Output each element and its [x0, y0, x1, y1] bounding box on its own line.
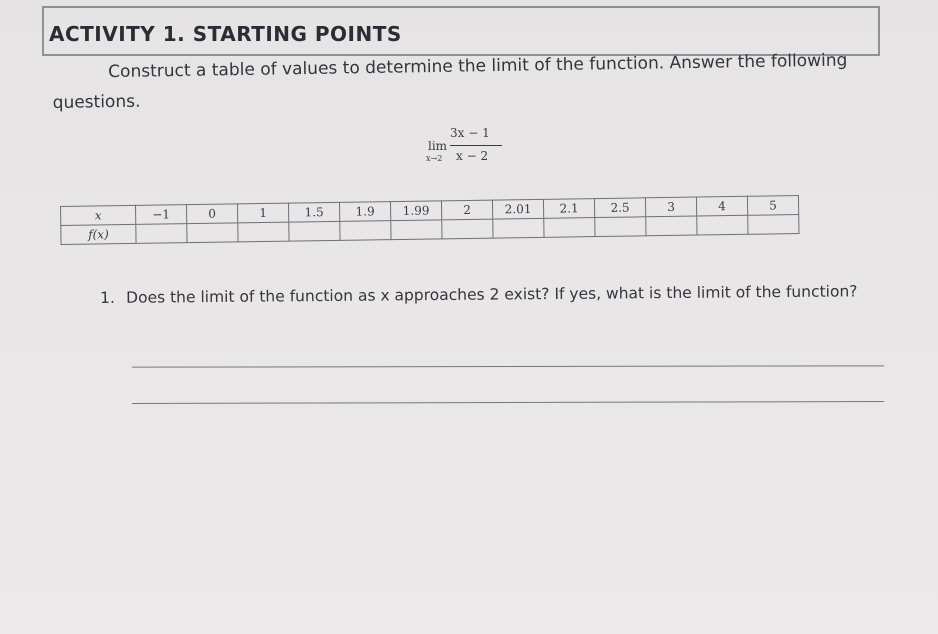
x-value-cell: 2.1 — [543, 199, 594, 219]
formula-approach: x→2 — [426, 154, 443, 163]
formula-lim: lim — [428, 139, 448, 153]
answer-line[interactable] — [132, 401, 884, 404]
question-number: 1. — [100, 288, 115, 307]
fx-value-cell[interactable] — [748, 215, 799, 235]
values-table — [60, 195, 799, 245]
question-1 — [100, 279, 860, 311]
fx-value-cell[interactable] — [595, 217, 646, 237]
activity-title: ACTIVITY 1. STARTING POINTS — [49, 22, 402, 46]
x-value-cell: 3 — [645, 197, 696, 217]
fx-value-cell[interactable] — [442, 219, 493, 239]
fx-value-cell[interactable] — [289, 221, 340, 241]
fx-value-cell[interactable] — [493, 218, 544, 238]
fx-value-cell[interactable] — [238, 222, 289, 242]
x-value-cell: 1.99 — [390, 201, 441, 221]
answer-line[interactable] — [132, 365, 884, 367]
values-table-wrap — [60, 195, 799, 245]
formula-numerator: 3x − 1 — [450, 126, 490, 140]
fx-value-cell[interactable] — [340, 221, 391, 241]
fx-value-cell[interactable] — [544, 218, 595, 238]
x-row-label: x — [61, 205, 136, 225]
fx-value-cell[interactable] — [391, 220, 442, 240]
x-value-cell: 2.5 — [594, 198, 645, 218]
x-value-cell: −1 — [135, 205, 186, 225]
fx-value-cell[interactable] — [187, 223, 238, 243]
instructions-line-1: Construct a table of values to determine the limit of the function. Answer the following — [108, 50, 848, 83]
x-value-cell: 4 — [696, 196, 747, 216]
fraction-bar — [450, 145, 502, 146]
fx-value-cell[interactable] — [646, 216, 697, 236]
fx-value-cell[interactable] — [136, 224, 187, 244]
x-value-cell: 2 — [441, 200, 492, 220]
fx-value-cell[interactable] — [697, 215, 748, 235]
formula-denominator: x − 2 — [456, 149, 489, 163]
question-text: Does the limit of the function as x approaches 2 exist? If yes, what is the limit of the function? — [126, 282, 858, 307]
fx-row-label: f(x) — [61, 224, 136, 244]
x-value-cell: 1 — [237, 203, 288, 223]
instructions-line-2: questions. — [52, 91, 141, 113]
x-value-cell: 0 — [186, 204, 237, 224]
instructions — [52, 45, 883, 118]
x-value-cell: 1.5 — [288, 202, 339, 222]
x-value-cell: 5 — [747, 196, 798, 216]
x-value-cell: 1.9 — [339, 202, 390, 222]
x-value-cell: 2.01 — [492, 199, 543, 219]
